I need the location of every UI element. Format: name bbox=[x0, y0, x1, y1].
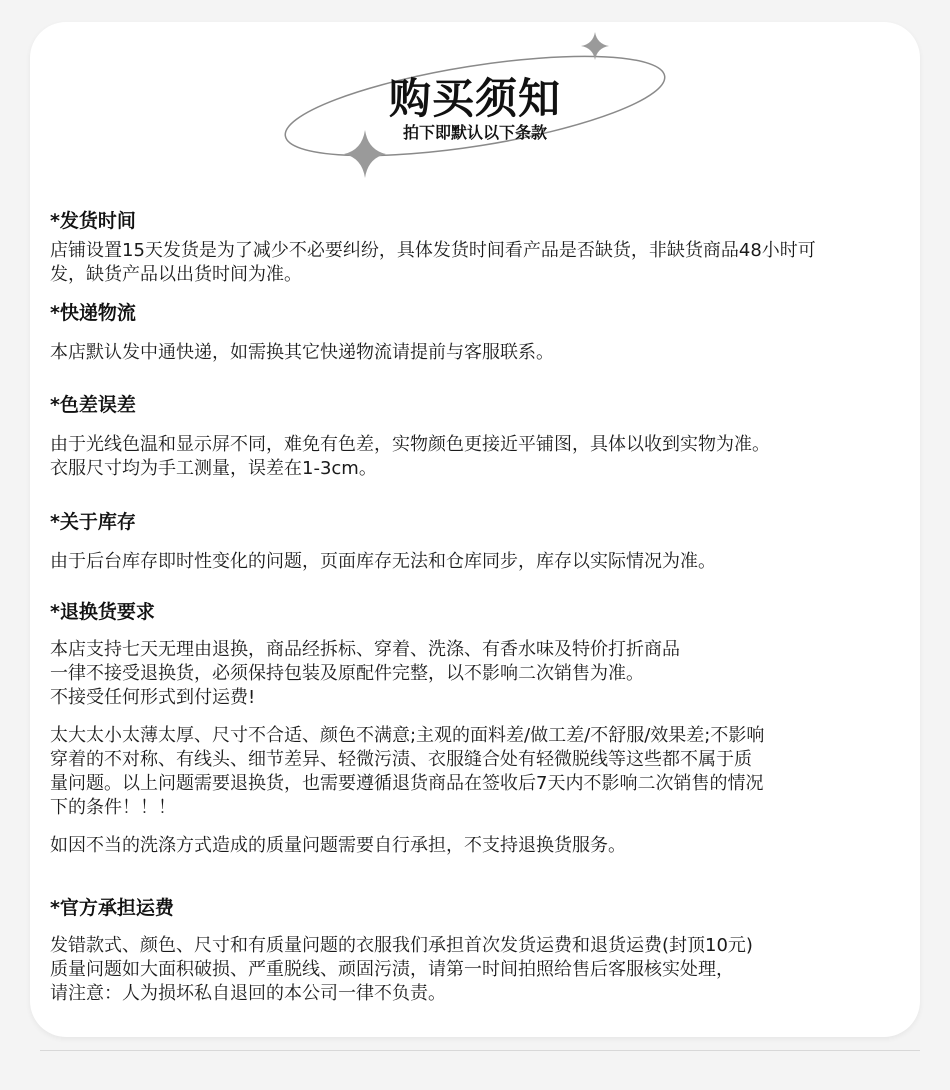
section-returns bbox=[50, 597, 920, 858]
page-subtitle: 拍下即默认以下条款 bbox=[402, 123, 547, 142]
divider bbox=[40, 1050, 920, 1051]
notice-header bbox=[270, 20, 680, 180]
section-express bbox=[50, 298, 920, 365]
section-text: 由于后台库存即时性变化的问题，页面库存无法和仓库同步，库存以实际情况为准。 bbox=[50, 551, 716, 572]
section-title: *官方承担运费 bbox=[50, 897, 174, 919]
section-title: *发货时间 bbox=[50, 210, 136, 232]
section-text: 由于光线色温和显示屏不同，难免有色差，实物颜色更接近平铺图，具体以收到实物为准。 衣服尺寸均为手工测量，误差在1-3cm。 bbox=[50, 434, 770, 479]
section-shipping-time bbox=[50, 206, 920, 287]
section-title: *色差误差 bbox=[50, 394, 136, 416]
section-text: 如因不当的洗涤方式造成的质量问题需要自行承担，不支持退换货服务。 bbox=[50, 835, 626, 856]
section-color-difference bbox=[50, 390, 920, 481]
section-title: *快递物流 bbox=[50, 302, 136, 324]
section-text: 太大太小太薄太厚、尺寸不合适、颜色不满意;主观的面料差/做工差/不舒服/效果差;不影响 穿着的不对称、有线头、细节差异、轻微污渍、衣服缝合处有轻微脱线等这些都不属于质 量问题。以上问题需要退换货，也需要遵循退货商品在签收后7天内不影响二次销售的情况 下的条件！！！ bbox=[50, 725, 765, 818]
section-title: *关于库存 bbox=[50, 511, 136, 533]
section-text: 店铺设置15天发货是为了减少不必要纠纷，具体发货时间看产品是否缺货，非缺货商品48小时可 发，缺货产品以出货时间为准。 bbox=[50, 240, 816, 285]
section-stock bbox=[50, 507, 920, 574]
section-title: *退换货要求 bbox=[50, 601, 155, 623]
section-text: 发错款式、颜色、尺寸和有质量问题的衣服我们承担首次发货运费和退货运费(封顶10元) 质量问题如大面积破损、严重脱线、顽固污渍，请第一时间拍照给售后客服核实处理， 请注意：人为损坏私自退回的本公司一律不负责。 bbox=[50, 935, 753, 1004]
page-title: 购买须知 bbox=[388, 74, 561, 123]
section-text: 本店默认发中通快递，如需换其它快递物流请提前与客服联系。 bbox=[50, 342, 554, 363]
section-shipping-cost bbox=[50, 893, 920, 1006]
section-text: 本店支持七天无理由退换，商品经拆标、穿着、洗涤、有香水味及特价打折商品 一律不接受退换货，必须保持包装及原配件完整，以不影响二次销售为准。 不接受任何形式到付运费! bbox=[50, 639, 680, 708]
